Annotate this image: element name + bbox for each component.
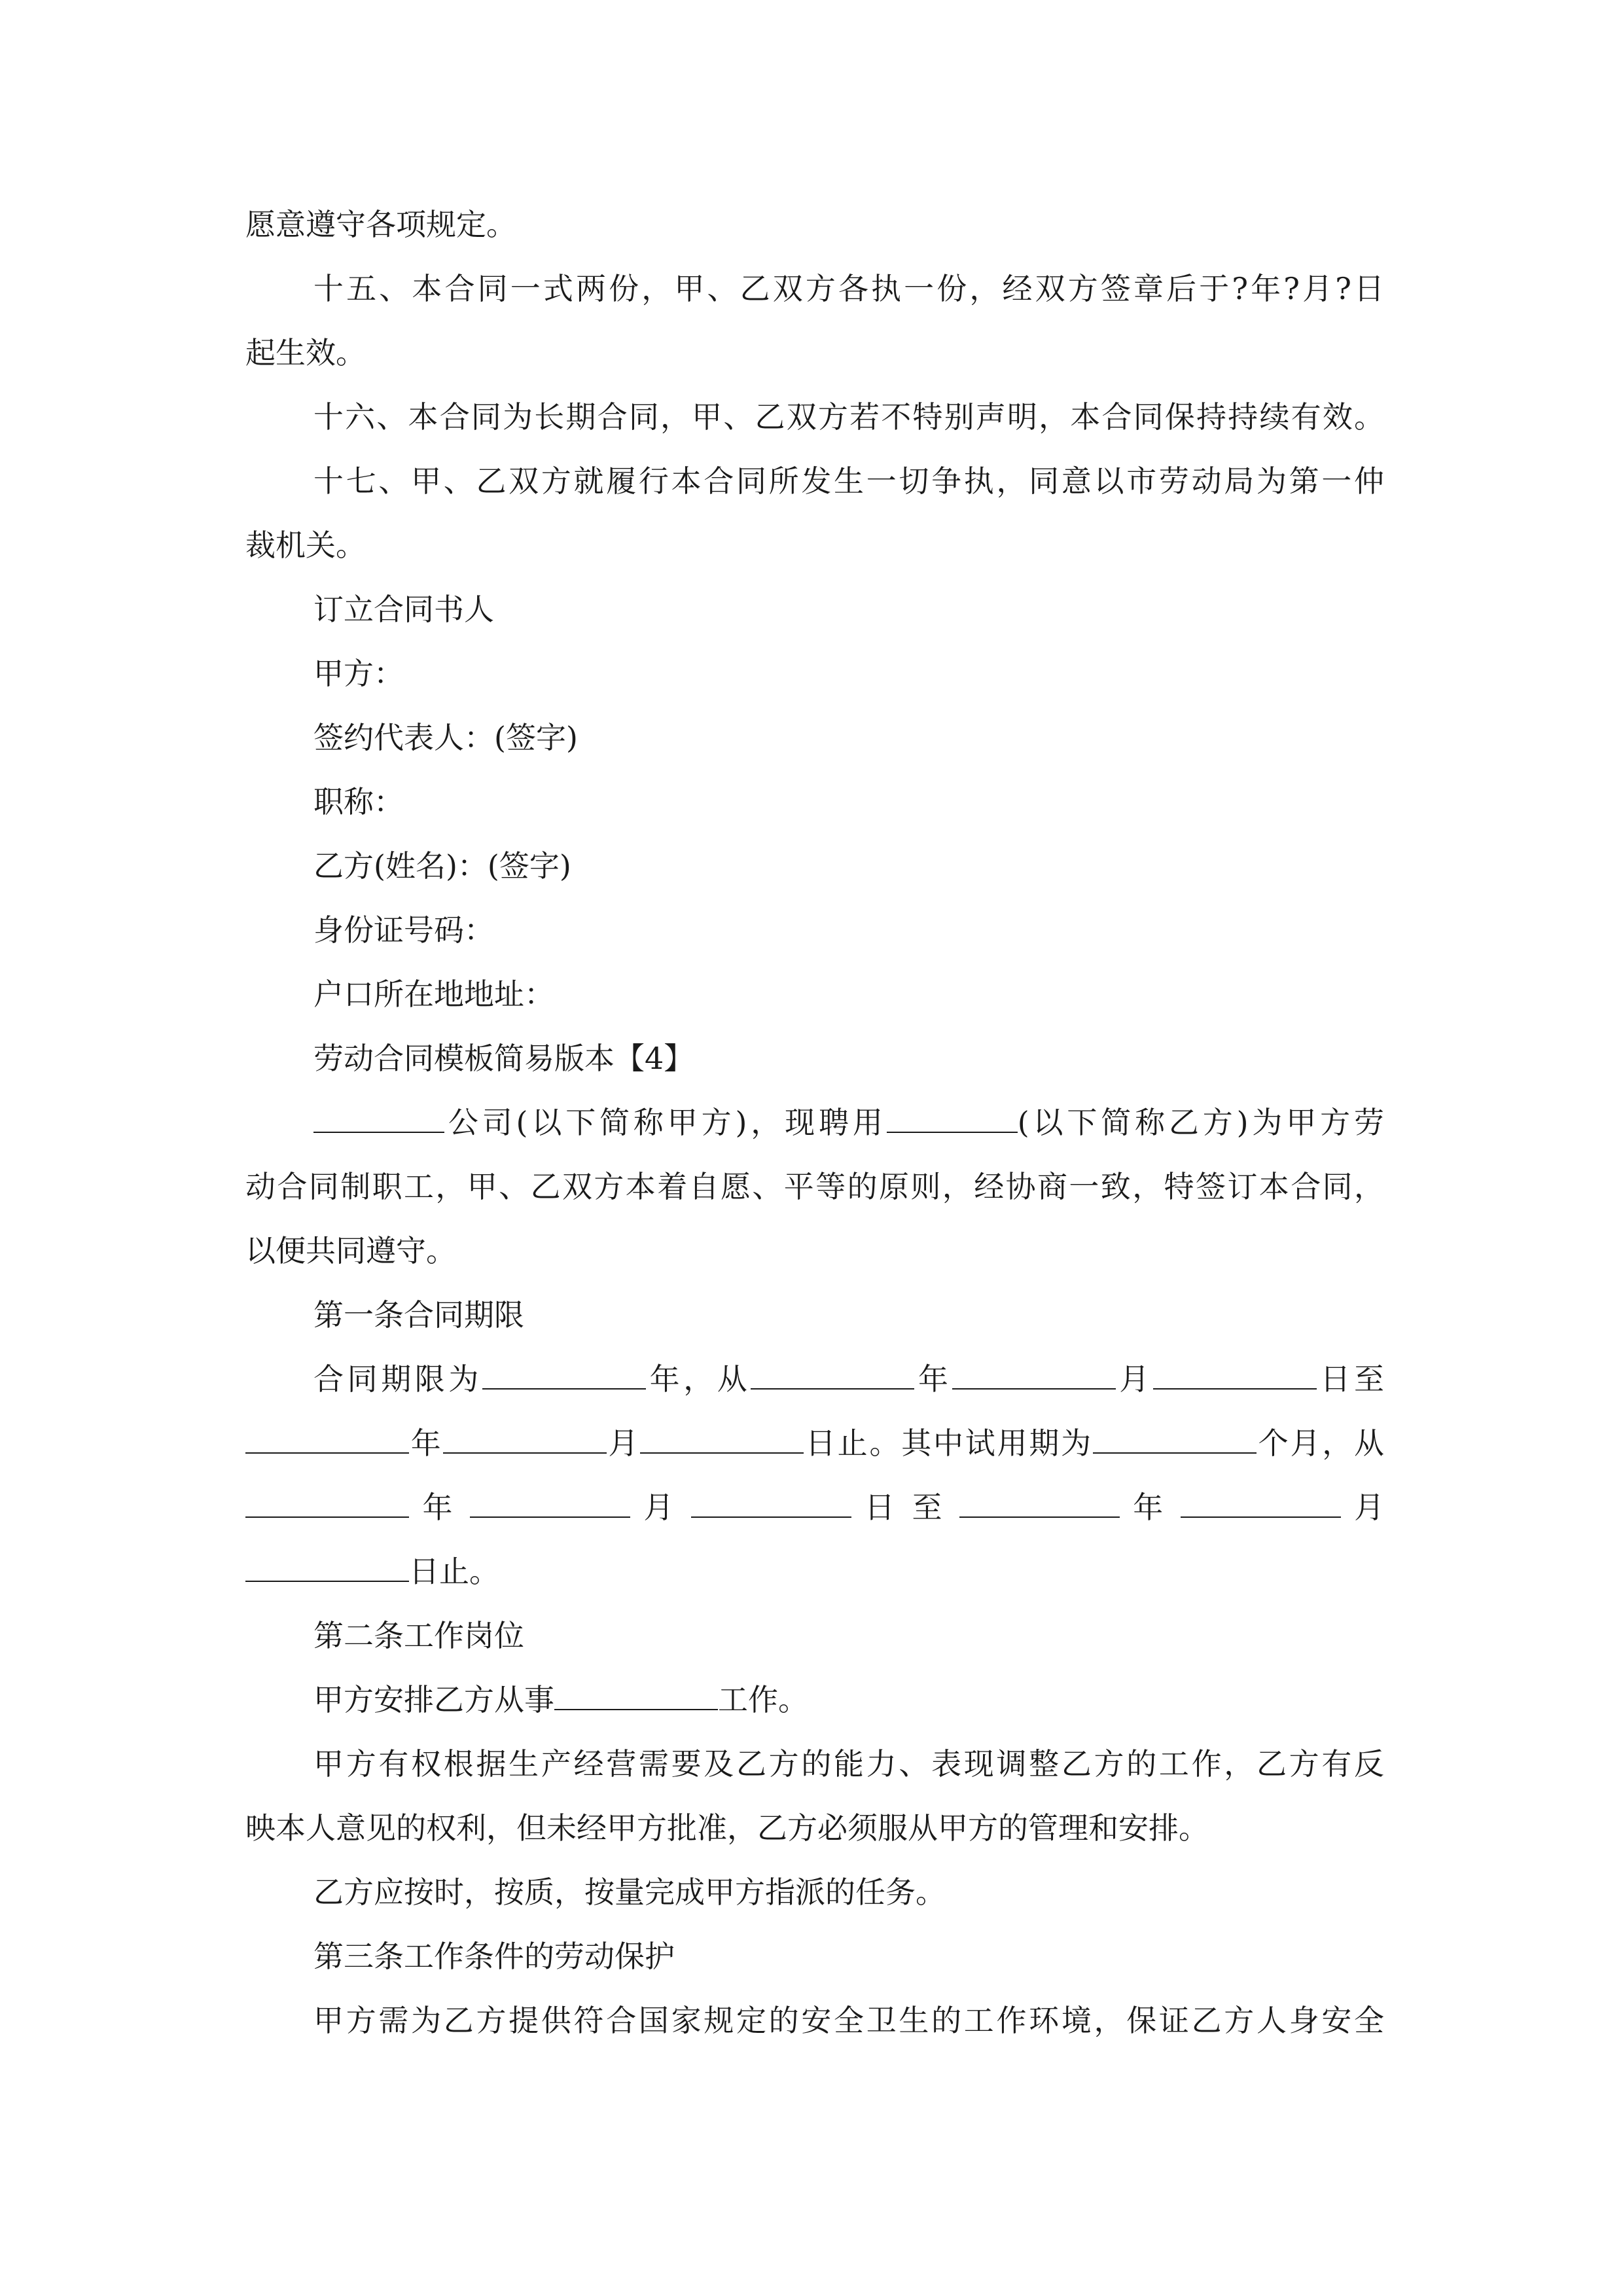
text-line: 以便共同遵守。 xyxy=(245,1233,456,1268)
text-fragment: 月 xyxy=(1354,1490,1385,1525)
term-line-1 xyxy=(313,1359,1384,1399)
article-3-heading: 第三条工作条件的劳动保护 xyxy=(313,1939,675,1974)
contract-intro xyxy=(313,1103,1384,1142)
text-fragment: 年，从 xyxy=(646,1361,751,1397)
text-line: 乙方应按时，按质，按量完成甲方指派的任务。 xyxy=(313,1874,946,1910)
company-name-blank xyxy=(313,1103,444,1133)
start-month-blank xyxy=(952,1359,1116,1390)
term-years-blank xyxy=(482,1359,646,1390)
text-line: 映本人意见的权利，但未经甲方批准，乙方必须服从甲方的管理和安排。 xyxy=(245,1810,1209,1846)
clause-15: 十五、本合同一式两份，甲、乙双方各执一份，经双方签章后于?年?月?日 xyxy=(313,271,1384,306)
text-fragment: 年 xyxy=(914,1361,952,1397)
probation-start-year-blank xyxy=(245,1488,409,1518)
residence-address-field: 户口所在地地址： xyxy=(313,977,554,1012)
probation-start-day-blank xyxy=(691,1488,851,1518)
start-year-blank xyxy=(751,1359,914,1390)
start-day-blank xyxy=(1153,1359,1317,1390)
text-fragment: 公司(以下简称甲方)，现聘用 xyxy=(444,1105,887,1140)
end-year-blank xyxy=(245,1424,409,1454)
text-fragment: 合同期限为 xyxy=(313,1361,482,1397)
text-line: 动合同制职工，甲、乙双方本着自愿、平等的原则，经协商一致，特签订本合同， xyxy=(245,1169,1384,1204)
party-b-name-field: 乙方(姓名)：(签字) xyxy=(313,848,571,884)
text-line: 甲方有权根据生产经营需要及乙方的能力、表现调整乙方的工作，乙方有反 xyxy=(313,1746,1384,1782)
probation-end-day-blank xyxy=(245,1552,409,1582)
section-heading: 劳动合同模板简易版本【4】 xyxy=(313,1041,694,1076)
probation-end-month-blank xyxy=(1181,1488,1341,1518)
text-line: 甲方需为乙方提供符合国家规定的安全卫生的工作环境，保证乙方人身安全 xyxy=(313,2003,1384,2038)
text-fragment: 年 xyxy=(422,1490,457,1525)
text-fragment: 年 xyxy=(409,1426,443,1461)
article-1-heading: 第一条合同期限 xyxy=(313,1297,524,1333)
job-assignment-line xyxy=(313,1680,1384,1719)
text-fragment: 月 xyxy=(643,1490,678,1525)
employee-name-blank xyxy=(887,1103,1018,1133)
end-day-blank xyxy=(640,1424,804,1454)
text-fragment: 个月，从 xyxy=(1256,1426,1385,1461)
id-number-field: 身份证号码： xyxy=(313,912,494,948)
clause-17: 十七、甲、乙双方就履行本合同所发生一切争执，同意以市劳动局为第一仲 xyxy=(313,463,1384,499)
term-line-4 xyxy=(245,1552,1384,1591)
text-line: 愿意遵守各项规定。 xyxy=(245,207,516,242)
text-fragment: 日止。其中试用期为 xyxy=(804,1426,1093,1461)
party-a-field: 甲方： xyxy=(313,656,404,691)
job-position-blank xyxy=(554,1680,718,1710)
text-line: 起生效。 xyxy=(245,335,366,370)
article-2-heading: 第二条工作岗位 xyxy=(313,1618,524,1653)
text-fragment: 甲方安排乙方从事 xyxy=(313,1682,554,1717)
text-line: 裁机关。 xyxy=(245,528,366,563)
text-fragment: 年 xyxy=(1133,1490,1168,1525)
probation-end-year-blank xyxy=(959,1488,1120,1518)
text-fragment: 日 至 xyxy=(865,1490,946,1525)
text-fragment: 月 xyxy=(1115,1361,1153,1397)
probation-start-month-blank xyxy=(470,1488,630,1518)
title-field: 职称： xyxy=(313,784,404,819)
signatories-heading: 订立合同书人 xyxy=(313,592,494,627)
probation-months-blank xyxy=(1093,1424,1257,1454)
text-fragment: 月 xyxy=(606,1426,641,1461)
text-fragment: (以下简称乙方)为甲方劳 xyxy=(1017,1105,1384,1140)
representative-field: 签约代表人：(签字) xyxy=(313,720,578,755)
term-line-3 xyxy=(245,1488,1384,1527)
end-month-blank xyxy=(443,1424,607,1454)
text-fragment: 日止。 xyxy=(409,1554,499,1589)
term-line-2 xyxy=(245,1424,1384,1463)
text-fragment: 日至 xyxy=(1316,1361,1385,1397)
text-fragment: 工作。 xyxy=(718,1682,808,1717)
clause-16: 十六、本合同为长期合同，甲、乙双方若不特别声明，本合同保持持续有效。 xyxy=(313,399,1384,435)
